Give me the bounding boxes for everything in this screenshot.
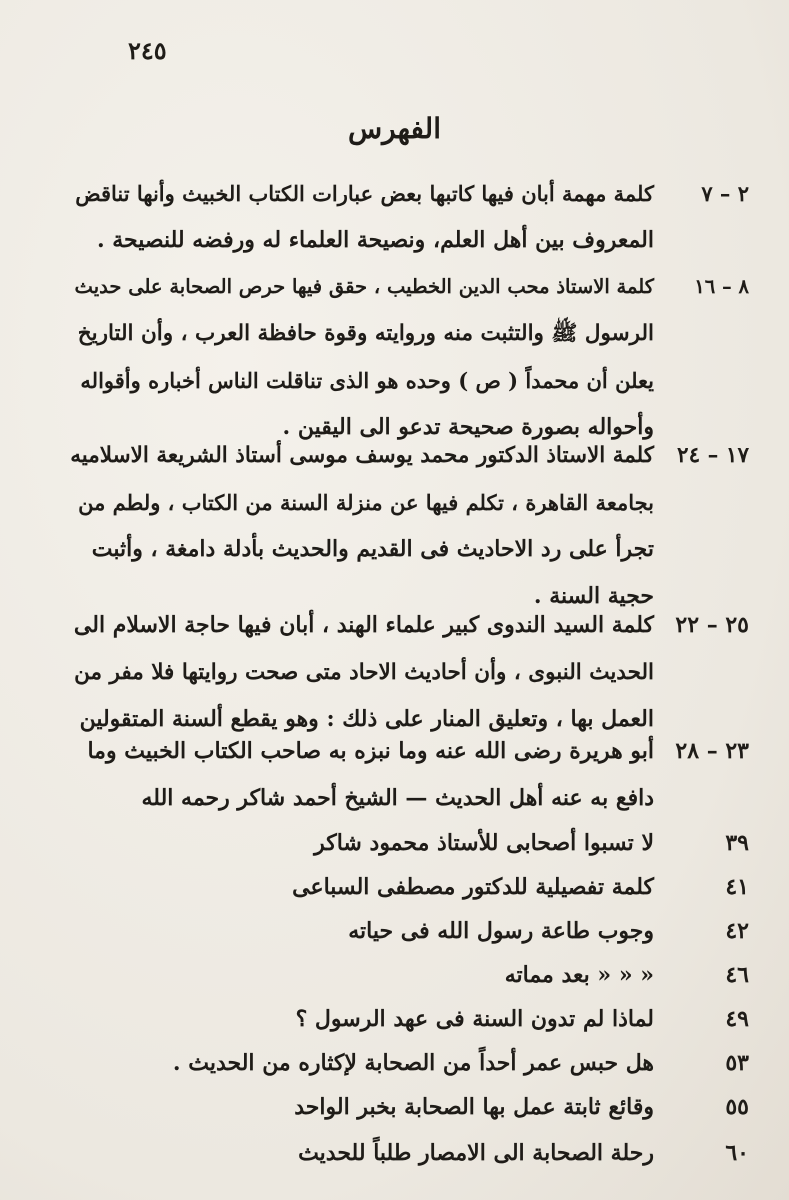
- entry-text: لا تسبوا أصحابى للأستاذ محمود شاكر: [314, 830, 654, 856]
- index-entry-short: [60, 1086, 749, 1128]
- entry-page-range: ١٧ – ٢٤: [677, 443, 749, 468]
- index-entry-short: [60, 1042, 749, 1084]
- index-entry-short: [60, 822, 749, 864]
- entry-line: يعلن أن محمداً ( ص ) وحده هو الذى تناقلت الناس أخباره وأقواله: [80, 368, 654, 393]
- index-entry-short: [60, 1132, 749, 1174]
- entry-line: تجرأ على رد الاحاديث فى القديم والحديث بأدلة دامغة ، وأثبت: [91, 536, 654, 562]
- entry-line: كلمة الاستاذ محب الدين الخطيب ، حقق فيها حرص الصحابة على حديث: [74, 275, 654, 298]
- index-entry-short: [60, 954, 749, 996]
- entry-page: ٤١: [725, 874, 749, 900]
- index-title: الفهرس: [347, 112, 441, 145]
- entry-text: كلمة تفصيلية للدكتور مصطفى السباعى: [292, 874, 654, 900]
- entry-line: الحديث النبوى ، وأن أحاديث الاحاد متى صحت روايتها فلا مفر من: [74, 660, 654, 685]
- entry-page-range: ٢٣ – ٢٨: [675, 738, 749, 764]
- entry-page-range: ٢٥ – ٢٢: [675, 612, 749, 638]
- page-number: ٢٤٥: [128, 36, 167, 65]
- entry-line: دافع به عنه أهل الحديث — الشيخ أحمد شاكر رحمه الله: [141, 785, 654, 811]
- entry-page-range: ٨ – ١٦: [694, 275, 749, 298]
- entry-line: الرسول ﷺ والتثبت منه وروايته وقوة حافظة العرب ، وأن التاريخ: [77, 321, 654, 346]
- index-entry: [70, 170, 749, 264]
- entry-line: كلمة الاستاذ الدكتور محمد يوسف موسى أستاذ الشريعة الاسلاميه: [70, 443, 654, 468]
- index-entry: [70, 263, 749, 451]
- entry-text: « « « بعد مماته: [504, 962, 654, 988]
- entry-line: كلمة مهمة أبان فيها كاتبها بعض عبارات الكتاب الخبيث وأنها تناقض: [75, 181, 654, 206]
- entry-page: ٥٣: [725, 1050, 749, 1076]
- entry-text: وقائع ثابتة عمل بها الصحابة بخبر الواحد: [294, 1094, 654, 1120]
- entry-page: ٥٥: [725, 1094, 749, 1120]
- entry-page: ٤٦: [725, 962, 749, 988]
- entry-text: رحلة الصحابة الى الامصار طلباً للحديث: [298, 1140, 654, 1166]
- entry-text: لماذا لم تدون السنة فى عهد الرسول ؟: [295, 1006, 654, 1032]
- entry-text: هل حبس عمر أحداً من الصحابة لإكثاره من الحديث .: [172, 1050, 654, 1076]
- entry-page: ٤٩: [725, 1006, 749, 1032]
- entry-line: أبو هريرة رضى الله عنه وما نبزه به صاحب الكتاب الخبيث وما: [87, 738, 654, 764]
- entry-page: ٤٢: [725, 918, 749, 944]
- index-entry-short: [60, 910, 749, 952]
- entry-text: وجوب طاعة رسول الله فى حياته: [348, 918, 654, 944]
- entry-line: العمل بها ، وتعليق المنار على ذلك : وهو يقطع ألسنة المتقولين: [79, 706, 654, 732]
- index-entry: [70, 432, 749, 620]
- entry-line: وأحواله بصورة صحيحة تدعو الى اليقين .: [282, 414, 654, 440]
- entry-line: كلمة السيد الندوى كبير علماء الهند ، أبان فيها حاجة الاسلام الى: [73, 612, 654, 638]
- index-entry-short: [60, 998, 749, 1040]
- index-entry: [70, 728, 749, 822]
- index-entry-short: [60, 866, 749, 908]
- entry-line: المعروف بين أهل العلم، ونصيحة العلماء له ورفضه للنصيحة .: [96, 227, 654, 253]
- entry-page: ٦٠: [725, 1140, 749, 1166]
- entry-page: ٣٩: [725, 830, 749, 856]
- entry-line: بجامعة القاهرة ، تكلم فيها عن منزلة السنة من الكتاب ، ولطم من: [78, 490, 654, 515]
- entry-line: حجية السنة .: [533, 583, 654, 609]
- index-entry: [70, 602, 749, 743]
- entry-page-range: ٢ – ٧: [701, 181, 749, 206]
